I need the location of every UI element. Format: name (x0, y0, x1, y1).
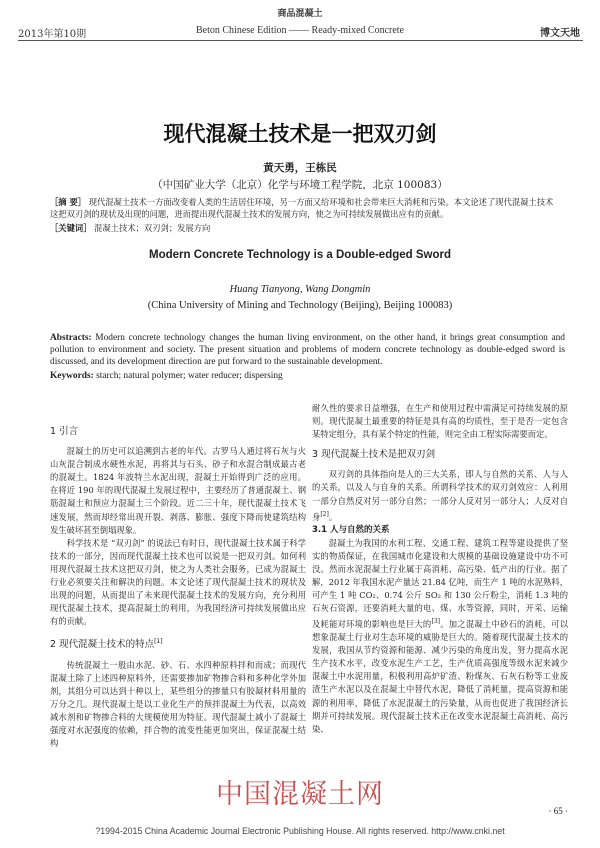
section-heading-3: 3 现代混凝土技术是把双刃剑 (312, 449, 436, 461)
paragraph-text: 混凝土为我国的水利工程、交通工程、建筑工程等建设提供了坚实的物质保证，在我国城市化建设和大规模的基础设施建设中功不可没。然而水泥混凝土行业属于高消耗、高污染、低产出的行业。据了解，2012 年我国水泥产量达 21.84 亿吨，而生产 1 吨的水泥熟料，可产生 1 吨 CO₂、0.74 公斤 SO₂ 和 130 公斤粉尘，消耗 1.3 吨的石灰石资源，还要消耗大量的电、煤、水等资源，同时，开采、运输及耗能对环境的影响也是巨大的 (312, 537, 568, 629)
section-label: 博文天地 (540, 28, 580, 39)
issue-label: 2013年第10期 (18, 29, 87, 40)
abstract-cn-text: 现代混凝土技术一方面改变着人类的生活居住环境，另一方面又给环境和社会带来巨大消耗和污染。本文论述了现代混凝土技术这把双刃剑的现状及出现的问题，进而提出现代混凝土技术的发展方向，使之为可持续发展做出应有的贡献。 (50, 197, 554, 219)
paragraph-text: 。 (328, 511, 338, 522)
affiliation-cn: （中国矿业大学（北京）化学与环境工程学院，北京 100083） (152, 179, 448, 191)
body-column-left (50, 418, 306, 750)
keywords-cn (50, 222, 560, 234)
watermark: 中国混凝土网 (216, 779, 384, 810)
page-number: · 65 · (548, 806, 568, 816)
header-rule (18, 40, 583, 41)
authors-cn: 黄天勇，王栋民 (263, 162, 337, 174)
citation-ref: [2] (320, 510, 329, 518)
section-heading-2 (50, 635, 306, 651)
abstract-cn (50, 196, 560, 220)
keywords-en-label: Keywords: (50, 371, 94, 381)
abstract-en-label: Abstracts: (50, 333, 92, 343)
copyright-footer: ?1994-2015 China Academic Journal Electronic Publishing House. All rights reserved. http://www.cnki.net (95, 826, 505, 836)
citation-ref: [3] (431, 618, 440, 626)
paragraph: 耐久性的要求日益增强，在生产和使用过程中需满足可持续发展的原则。现代混凝土最重要的特征是具有高的均质性，至于是否一定包含某特定组分，具有某个特定的性能，则完全由工程实际需要而定。 (312, 403, 568, 440)
paragraph: 科学技术是 “双刃剑” 的说法已有时日，现代混凝土技术属于科学技术的一部分，因而现代混凝土技术也可以说是一把双刃剑。如何利用现代混凝土技术这把双刃剑，使之为人类社会服务，已成为混凝土行业必须要关注和解决的问题。本文论述了现代混凝土技术的现状及出现的问题，从而提出了未来现代混凝土技术的发展方向，充分利用现代混凝土技术，提高混凝土的利用，为我国经济可持续发展做出应有的贡献。 (50, 537, 306, 627)
affiliation-en: (China University of Mining and Technology (Beijing), Beijing 100083) (147, 300, 453, 311)
paragraph-text: 双刃剑的具体指向是人的三大关系，即人与自然的关系、人与人的关系，以及人与自身的关系。所谓科学技术的双刃剑效应：人利用一部分自然反对另一部分自然；一部分人反对另一部分人；人反对自身 (312, 469, 568, 522)
citation-ref: [1] (154, 638, 163, 646)
subsection-heading-3-1: 3.1 人与自然的关系 (312, 524, 390, 535)
article-title-cn: 现代混凝土技术是一把双刃剑 (163, 122, 437, 146)
abstract-en (50, 333, 565, 368)
paragraph (312, 537, 568, 736)
journal-header-title: 商品混凝土 (277, 9, 323, 19)
article-title-en: Modern Concrete Technology is a Double-edged Sword (148, 249, 451, 261)
section-heading-1: 1 引言 (50, 426, 79, 437)
keywords-en (50, 371, 565, 381)
paragraph (312, 468, 568, 523)
journal-english-name: Beton Chinese Edition —— Ready-mixed Concrete (195, 25, 404, 36)
authors-en: Huang Tianyong, Wang Dongmin (229, 284, 371, 295)
keywords-cn-label: ［关键词］ (50, 223, 92, 233)
abstract-cn-label: ［摘 要］ (50, 197, 87, 207)
abstract-en-text: Modern concrete technology changes the human living environment, on the other hand, it brings great consumption and pollution to environment and society. The present situation and problems of modern concrete technology as double-edged sword is discussed, and its development direction are put forward to the sustainable development. (50, 333, 565, 367)
paragraph: 传统混凝土一般由水泥、砂、石、水四种原料拌和而成；而现代混凝土除了上述四种原料外，还需要掺加矿物掺合料和多种化学外加剂，其组分可以达到十种以上，某些组分的掺量只有胶凝材料用量的万分之几。现代混凝土是以工业化生产的预拌混凝土为代表，以高效减水剂和矿物掺合料的大规模使用为特征。现代混凝土减小了混凝土强度对水泥强度的依赖，拌合物的流变性能更加突出，保证混凝土结构 (50, 659, 306, 749)
paragraph-text: 。加之混凝土中砂石的消耗，可以想象混凝土行业对生态环境的威胁是巨大的。随着现代混凝土技术的发展，我国从节约资源和能源、减少污染的角度出发，努力提高水泥生产技术水平，改变水泥生产工艺，生产优质高强度等级水泥来减少混凝土中水泥用量，积极利用高炉矿渣、粉煤灰、石灰石粉等工业废渣生产水泥以及在混凝土中替代水泥，降低了消耗量，提高资源和能源的利用率，降低了水泥混凝土的污染量，从而也促进了我国经济长期并可持续发展。现代混凝土技术正在改变水泥混凝土高消耗、高污染、 (312, 618, 568, 734)
paragraph: 混凝土的历史可以追溯到古老的年代。古罗马人通过将石灰与火山灰混合制成水硬性水泥，再将其与石头、砂子和水混合制成最古老的混凝土。1824 年波特兰水泥出现，混凝土开始得到广泛的应用。在将近 190 年的现代混凝土发展过程中，主要经历了普通混凝土、钢筋混凝土和预应力混凝土三个阶段。近二三十年，现代混凝土技术飞速发展，然而却经常出现开裂、剥落、膨胀、强度下降而使建筑结构发生破坏甚至倒塌现象。 (50, 446, 306, 535)
section-heading-2-text: 2 现代混凝土技术的特点 (50, 639, 155, 651)
keywords-en-text: starch; natural polymer; water reducer; dispersing (93, 371, 283, 381)
body-column-right (312, 402, 568, 736)
keywords-cn-text: 混凝土技术；双刃剑；发展方向 (94, 223, 211, 233)
